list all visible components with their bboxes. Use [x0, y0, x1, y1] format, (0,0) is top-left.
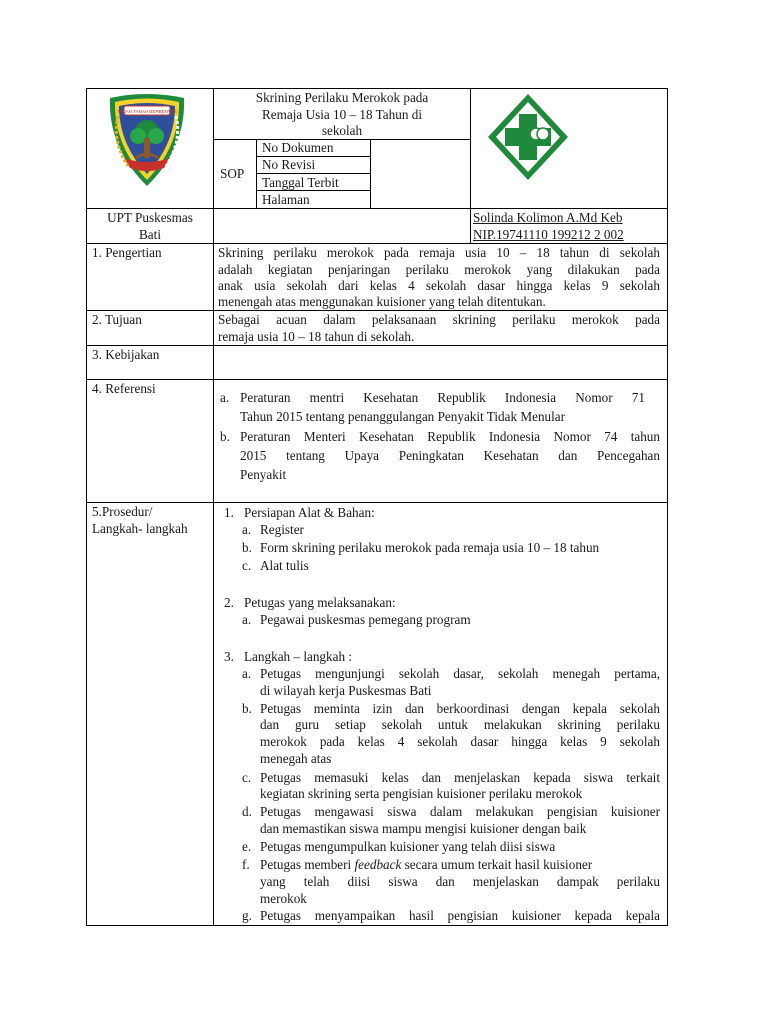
- field-halaman: Halaman: [262, 192, 310, 207]
- referensi-b-line-3: Penyakit: [240, 467, 287, 482]
- prosedur-3f-line-1: [260, 856, 660, 873]
- prosedur-3b-line-1: Petugas meminta izin dan berkoordinasi dengan kepala sekolah: [260, 701, 660, 716]
- prosedur-3b-line-4: menegah atas: [260, 751, 332, 766]
- field-no-dokumen: No Dokumen: [262, 140, 334, 155]
- prosedur-group-1-title: Persiapan Alat & Bahan:: [244, 505, 375, 520]
- org-name-line-2: Bati: [139, 227, 161, 242]
- prosedur-1c-text: Alat tulis: [260, 558, 309, 573]
- prosedur-3e-letter: e.: [242, 839, 252, 854]
- prosedur-1b-letter: b.: [242, 540, 252, 555]
- section-label-tujuan: 2. Tujuan: [92, 312, 142, 327]
- prosedur-3g-line-1: Petugas menyampaikan hasil pengisian kuisioner kepada kepala: [260, 908, 660, 923]
- prosedur-1a-letter: a.: [242, 522, 252, 537]
- row-line-referensi: [86, 379, 668, 380]
- signer-nip: NIP.19741110 199212 2 002: [473, 227, 624, 242]
- prosedur-3c-letter: c.: [242, 770, 252, 785]
- prosedur-3f-line-2: yang telah diisi siswa dan menjelaskan dampak perilaku: [260, 874, 660, 889]
- field-col-divider: [370, 139, 371, 208]
- prosedur-3b-line-3: merokok pada kelas 4 sekolah dasar hingga kelas 9 sekolah: [260, 734, 660, 749]
- pengertian-line-3: anak usia sekolah dari kelas 4 sekolah dasar hingga kelas 9 sekolah: [218, 278, 660, 293]
- prosedur-2a-text: Pegawai puskesmas pemegang program: [260, 612, 471, 627]
- prosedur-1b-text: Form skrining perilaku merokok pada remaja usia 10 – 18 tahun: [260, 540, 600, 555]
- prosedur-3f-text-post: secara umum terkait hasil kuisioner: [401, 857, 593, 872]
- referensi-a-line-2: Tahun 2015 tentang penanggulangan Penyakit Tidak Menular: [240, 409, 566, 424]
- prosedur-3g-letter: g.: [242, 908, 252, 923]
- prosedur-2a-letter: a.: [242, 612, 252, 627]
- pengertian-line-4: menengah atas menggunakan kuisioner yang telah ditentukan.: [218, 294, 546, 309]
- regency-emblem-icon: [106, 92, 188, 188]
- col-divider-1: [213, 88, 214, 926]
- prosedur-3d-letter: d.: [242, 804, 252, 819]
- prosedur-3c-line-1: Petugas memasuki kelas dan menjelaskan kepada siswa terkait: [260, 770, 660, 785]
- doc-title-line-3: sekolah: [321, 123, 363, 138]
- prosedur-3f-text-feedback: feedback: [354, 857, 402, 872]
- section-label-prosedur-2: Langkah- langkah: [92, 521, 188, 536]
- table-border-bottom: [86, 925, 668, 926]
- section-label-pengertian: 1. Pengertian: [92, 245, 162, 260]
- tujuan-line-2: remaja usia 10 – 18 tahun di sekolah.: [218, 329, 415, 344]
- prosedur-1a-text: Register: [260, 522, 304, 537]
- org-name-line-1: UPT Puskesmas: [107, 210, 193, 225]
- prosedur-group-3-number: 3.: [224, 649, 234, 664]
- prosedur-3f-letter: f.: [242, 857, 250, 872]
- prosedur-1c-letter: c.: [242, 558, 252, 573]
- prosedur-3a-letter: a.: [242, 666, 252, 681]
- section-label-kebijakan: 3. Kebijakan: [92, 347, 160, 362]
- prosedur-3a-line-2: di wilayah kerja Puskesmas Bati: [260, 683, 432, 698]
- field-tanggal-terbit: Tanggal Terbit: [262, 175, 339, 190]
- doc-title-line-1: Skrining Perilaku Merokok pada: [255, 90, 429, 105]
- prosedur-group-2-title: Petugas yang melaksanakan:: [244, 595, 396, 610]
- svg-text:TANAH TANAH BERBENTUK: TANAH TANAH BERBENTUK: [117, 109, 177, 114]
- section-label-prosedur-1: 5.Prosedur/: [92, 504, 153, 519]
- referensi-a-line-1: Peraturan mentri Kesehatan Republik Indonesia Nomor 71: [240, 390, 645, 405]
- pengertian-line-1: Skrining perilaku merokok pada remaja usia 10 – 18 tahun di sekolah: [218, 245, 660, 260]
- referensi-b-line-2: 2015 tentang Upaya Peningkatan Kesehatan dan Pencegahan: [240, 448, 660, 463]
- pengertian-line-2: adalah kegiatan penjaringan perilaku merokok yang dilakukan pada: [218, 262, 660, 277]
- row-line-prosedur: [86, 502, 668, 503]
- section-label-referensi: 4. Referensi: [92, 381, 156, 396]
- prosedur-3b-letter: b.: [242, 701, 252, 716]
- prosedur-3d-line-2: dan memastikan siswa mampu mengisi kuisioner dengan baik: [260, 821, 587, 836]
- table-border-right: [667, 88, 668, 926]
- signer-name: Solinda Kolimon A.Md Keb: [473, 210, 623, 225]
- tujuan-line-1: Sebagai acuan dalam pelaksanaan skrining perilaku merokok pada: [218, 312, 660, 327]
- prosedur-3f-line-3: merokok: [260, 891, 307, 906]
- referensi-b-line-1: Peraturan Menteri Kesehatan Republik Indonesia Nomor 74 tahun: [240, 429, 660, 444]
- sop-label: SOP: [220, 166, 245, 181]
- prosedur-group-2-number: 2.: [224, 595, 234, 610]
- referensi-b-letter: b.: [220, 429, 230, 444]
- title-underline: [213, 139, 470, 140]
- prosedur-3e-line-1: Petugas mengumpulkan kuisioner yang telah diisi siswa: [260, 839, 556, 854]
- prosedur-3d-line-1: Petugas mengawasi siswa dalam melakukan pengisian kuisioner: [260, 804, 660, 819]
- prosedur-group-1-number: 1.: [224, 505, 234, 520]
- prosedur-3a-line-1: Petugas mengunjungi sekolah dasar, sekolah menegah pertama,: [260, 666, 660, 681]
- doc-title-line-2: Remaja Usia 10 – 18 Tahun di: [262, 107, 422, 122]
- prosedur-group-3-title: Langkah – langkah :: [244, 649, 353, 664]
- col-divider-2: [470, 88, 471, 243]
- referensi-a-letter: a.: [220, 390, 230, 405]
- prosedur-3c-line-2: kegiatan skrining serta pengisian kuisioner perilaku merokok: [260, 786, 583, 801]
- puskesmas-logo-icon: [486, 92, 570, 182]
- prosedur-3b-line-2: dan guru setiap sekolah untuk melakukan skrining perilaku: [260, 717, 660, 732]
- field-no-revisi: No Revisi: [262, 157, 316, 172]
- row-line-kebijakan: [86, 345, 668, 346]
- prosedur-3f-text-pre: Petugas memberi: [260, 857, 355, 872]
